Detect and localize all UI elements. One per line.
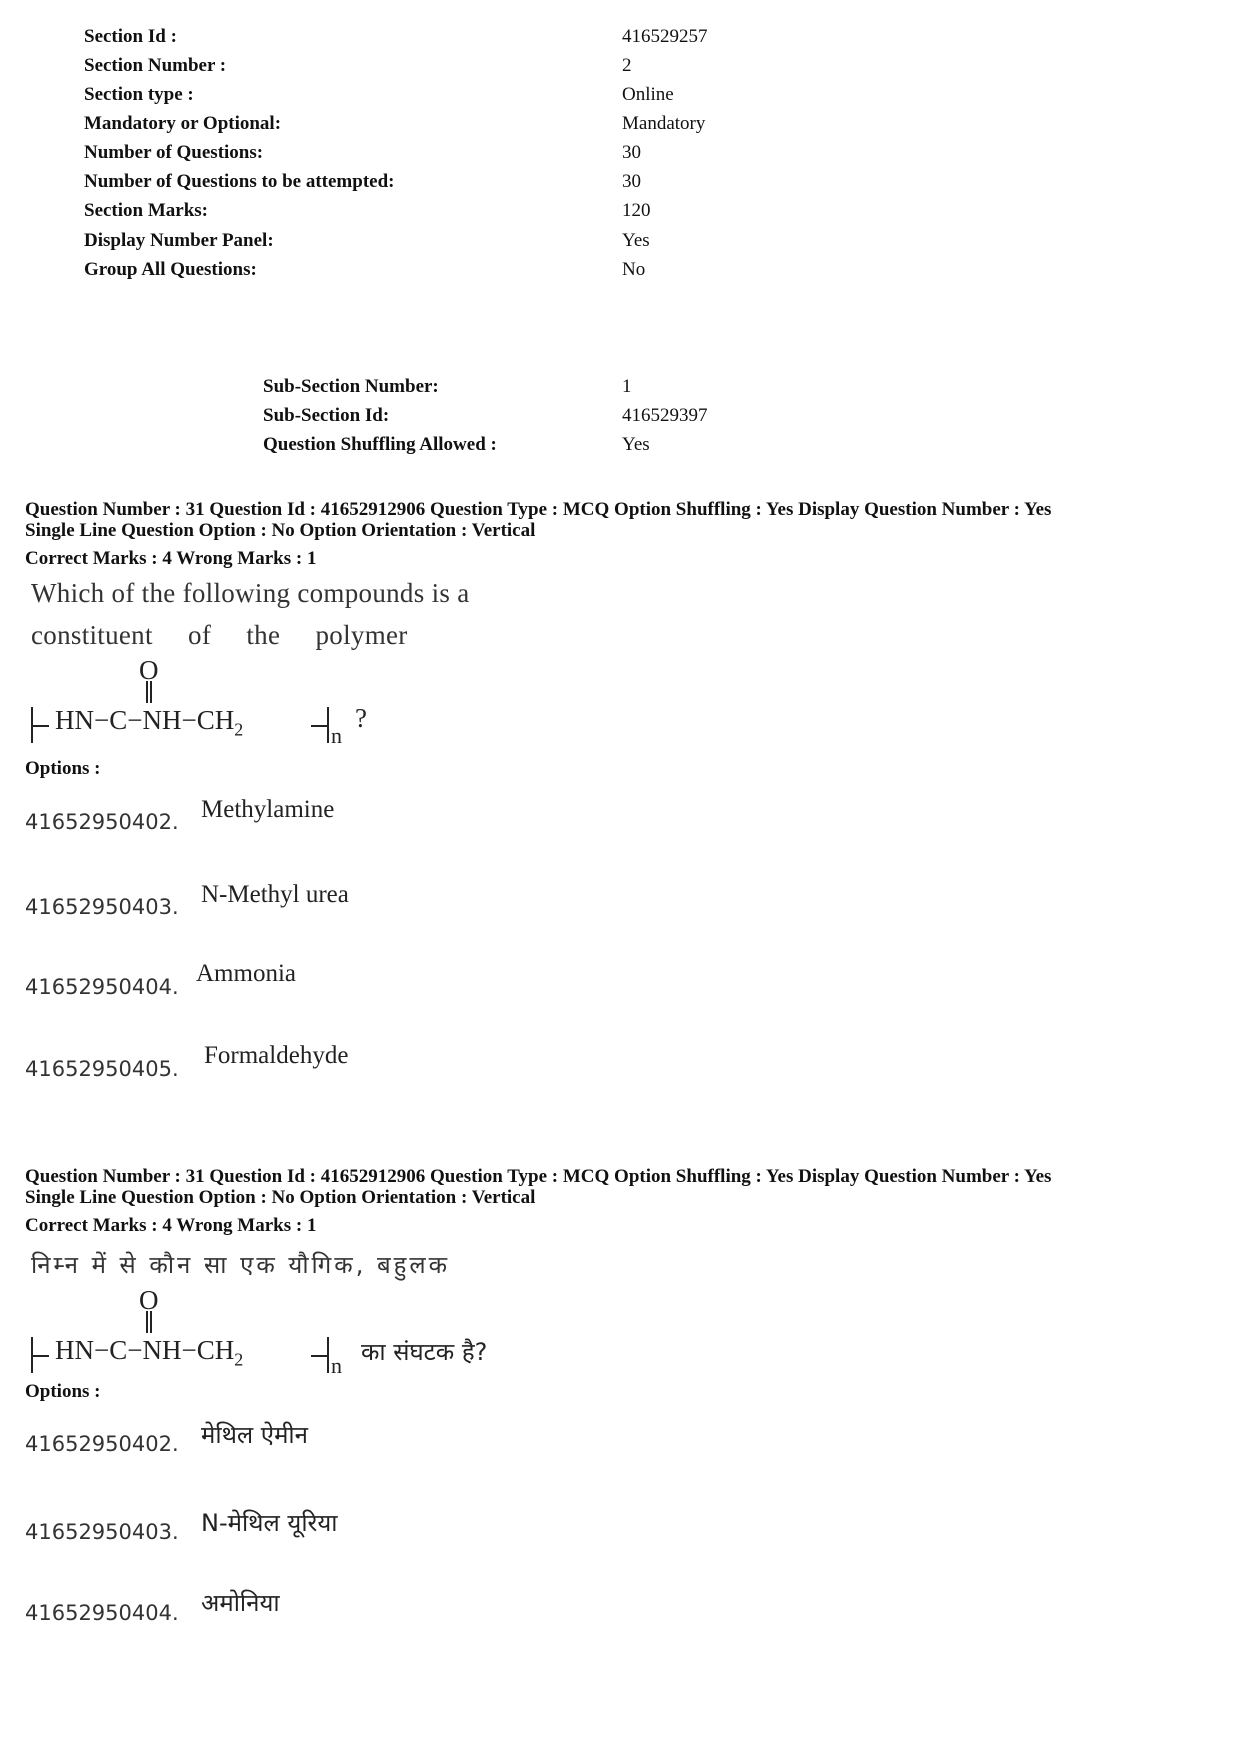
question-meta-line1: Question Number : 31 Question Id : 41652912906 Question Type : MCQ Option Shuffling : Yes Display Question Number : Yes xyxy=(25,1166,1052,1187)
formula-subn: n xyxy=(331,1353,342,1378)
polymer-formula xyxy=(31,655,551,750)
formula-carbon: C xyxy=(109,1335,128,1365)
question-meta-line1: Question Number : 31 Question Id : 41652912906 Question Type : MCQ Option Shuffling : Yes Display Question Number : Yes xyxy=(25,499,1052,520)
option-text: Methylamine xyxy=(201,796,335,823)
shuffling-value: Yes xyxy=(622,434,650,455)
subsection-id-value: 416529397 xyxy=(622,405,708,426)
option-id: 41652950405. xyxy=(25,1057,179,1081)
formula-suffix: का संघटक है? xyxy=(361,1338,488,1366)
option-id: 41652950403. xyxy=(25,895,179,919)
option-text: N-मेथिल यूरिया xyxy=(201,1509,338,1537)
section-marks-label: Section Marks: xyxy=(84,200,209,221)
polymer-formula xyxy=(31,1285,591,1380)
formula-bracket-right xyxy=(327,707,329,743)
section-number-label: Section Number : xyxy=(84,55,227,76)
option-id: 41652950404. xyxy=(25,975,179,999)
formula-oxygen: O xyxy=(139,655,159,685)
option-text: Ammonia xyxy=(196,960,296,987)
group-questions-value: No xyxy=(622,259,646,280)
num-attempt-value: 30 xyxy=(622,171,641,192)
formula-hn: HN xyxy=(55,1335,94,1365)
section-type-value: Online xyxy=(622,84,674,105)
question-marks: Correct Marks : 4 Wrong Marks : 1 xyxy=(25,548,317,569)
question-text-line1: Which of the following compounds is a xyxy=(31,578,470,608)
option-id: 41652950402. xyxy=(25,810,179,834)
formula-oxygen: O xyxy=(139,1285,159,1315)
option-text: अमोनिया xyxy=(201,1589,280,1617)
mandatory-value: Mandatory xyxy=(622,113,706,134)
section-id-label: Section Id : xyxy=(84,26,177,47)
display-panel-label: Display Number Panel: xyxy=(84,230,274,251)
formula-double-bond xyxy=(146,681,152,703)
section-type-label: Section type : xyxy=(84,84,194,105)
section-id-value: 416529257 xyxy=(622,26,708,47)
formula-bond-left xyxy=(31,725,49,727)
question-text-line1: निम्न में से कौन सा एक यौगिक, बहुलक xyxy=(31,1251,451,1279)
formula-suffix: ? xyxy=(355,703,367,733)
formula-hn: HN xyxy=(55,705,94,735)
formula-sub2: 2 xyxy=(234,719,244,740)
group-questions-label: Group All Questions: xyxy=(84,259,257,280)
formula-sub2: 2 xyxy=(234,1349,244,1370)
subsection-id-label: Sub-Section Id: xyxy=(263,405,390,426)
formula-body: $HN-C-NH-CH_2$ xyxy=(55,1335,244,1370)
option-text: Formaldehyde xyxy=(204,1042,349,1069)
question-meta-line2: Single Line Question Option : No Option Orientation : Vertical xyxy=(25,520,536,541)
option-id: 41652950403. xyxy=(25,1520,179,1544)
formula-body: $HN-C-NH-CH_2$ xyxy=(55,705,244,740)
subsection-number-label: Sub-Section Number: xyxy=(263,376,439,397)
section-number-value: 2 xyxy=(622,55,632,76)
subsection-number-value: 1 xyxy=(622,376,632,397)
mandatory-label: Mandatory or Optional: xyxy=(84,113,282,134)
shuffling-label: Question Shuffling Allowed : xyxy=(263,434,497,455)
formula-double-bond xyxy=(146,1311,152,1333)
question-text-line2: constituent of the polymer xyxy=(31,620,408,650)
question-meta-line2: Single Line Question Option : No Option Orientation : Vertical xyxy=(25,1187,536,1208)
num-questions-value: 30 xyxy=(622,142,641,163)
question-marks: Correct Marks : 4 Wrong Marks : 1 xyxy=(25,1215,317,1236)
formula-bond-left xyxy=(31,1355,49,1357)
options-label: Options : xyxy=(25,758,101,779)
display-panel-value: Yes xyxy=(622,230,650,251)
num-questions-label: Number of Questions: xyxy=(84,142,264,163)
num-attempt-label: Number of Questions to be attempted: xyxy=(84,171,395,192)
formula-carbon: C xyxy=(109,705,128,735)
options-label: Options : xyxy=(25,1381,101,1402)
formula-nh-ch: NH−CH xyxy=(142,1335,235,1365)
option-id: 41652950402. xyxy=(25,1432,179,1456)
option-text: N-Methyl urea xyxy=(201,881,349,908)
formula-subn: n xyxy=(331,723,342,748)
formula-bracket-right xyxy=(327,1337,329,1373)
section-marks-value: 120 xyxy=(622,200,651,221)
formula-nh-ch: NH−CH xyxy=(142,705,235,735)
option-text: मेथिल ऐमीन xyxy=(201,1421,308,1449)
option-id: 41652950404. xyxy=(25,1601,179,1625)
